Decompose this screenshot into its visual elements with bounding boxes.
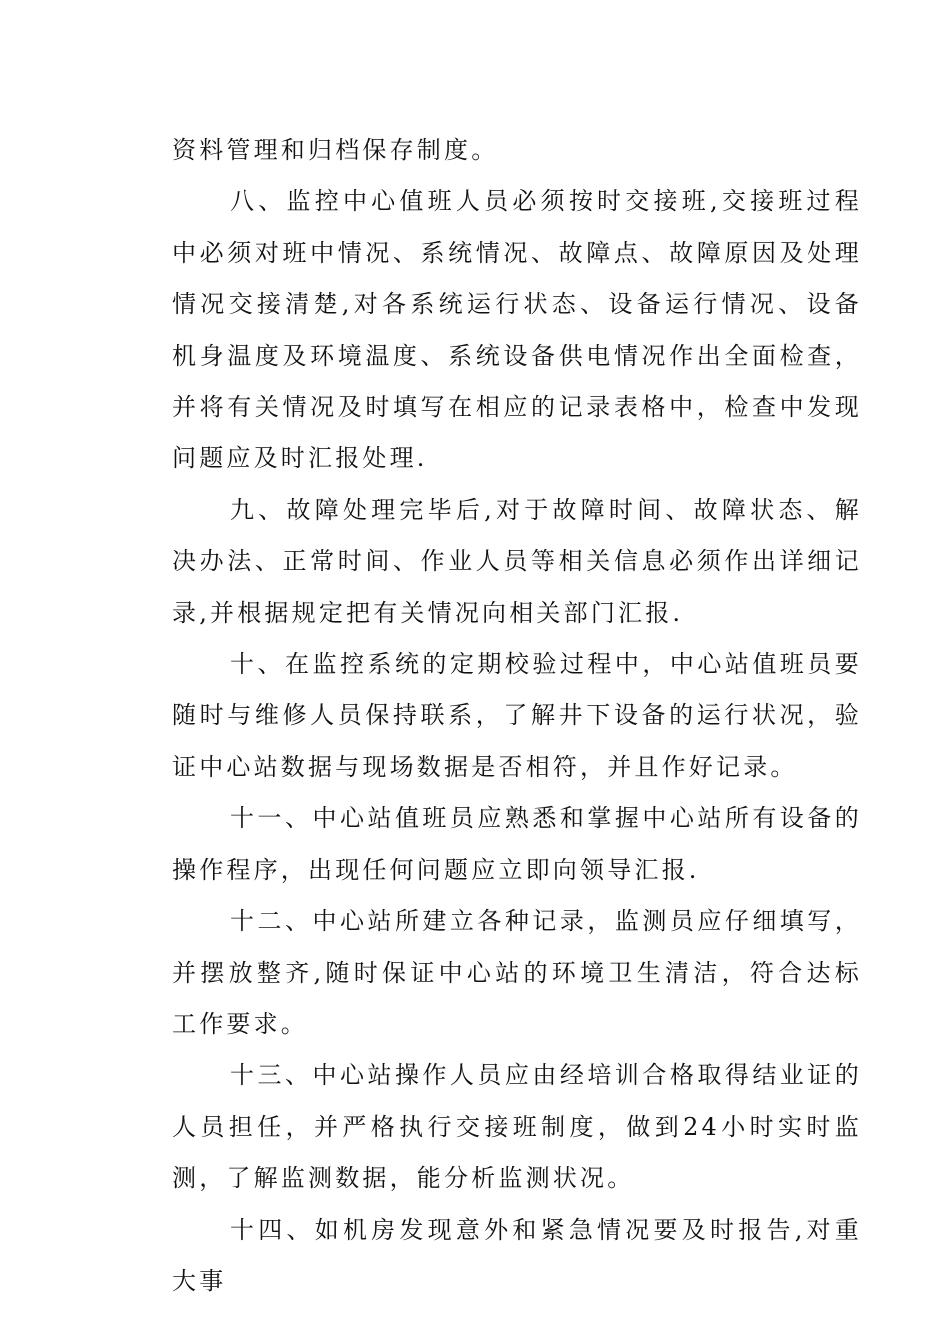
paragraph-item-13: 十三、中心站操作人员应由经培训合格取得结业证的人员担任，并严格执行交接班制度，做到24小时实时监测，了解监测数据，能分析监测状况。: [172, 1061, 862, 1193]
paragraph-item-9: 九、故障处理完毕后,对于故障时间、故障状态、解决办法、正常时间、作业人员等相关信息必须作出详细记录,并根据规定把有关情况向相关部门汇报.: [172, 495, 862, 627]
document-body: [172, 125, 862, 1307]
paragraph-item-11: 十一、中心站值班员应熟悉和掌握中心站所有设备的操作程序，出现任何问题应立即向领导汇报.: [172, 804, 862, 884]
paragraph-item-12: 十二、中心站所建立各种记录，监测员应仔细填写，并摆放整齐,随时保证中心站的环境卫生清洁，符合达标工作要求。: [172, 907, 862, 1038]
paragraph-item-14: 十四、如机房发现意外和紧急情况要及时报告,对重大事: [172, 1215, 862, 1295]
paragraph-item-10: 十、在监控系统的定期校验过程中，中心站值班员要随时与维修人员保持联系，了解井下设备的运行状况，验证中心站数据与现场数据是否相符，并且作好记录。: [172, 650, 862, 781]
paragraph-continuation: 资料管理和归档保存制度。: [172, 136, 499, 164]
paragraph-item-8: 八、监控中心值班人员必须按时交接班,交接班过程中必须对班中情况、系统情况、故障点、故障原因及处理情况交接清楚,对各系统运行状态、设备运行情况、设备机身温度及环境温度、系统设备供电情况作出全面检查，并将有关情况及时填写在相应的记录表格中，检查中发现问题应及时汇报处理.: [172, 187, 862, 473]
